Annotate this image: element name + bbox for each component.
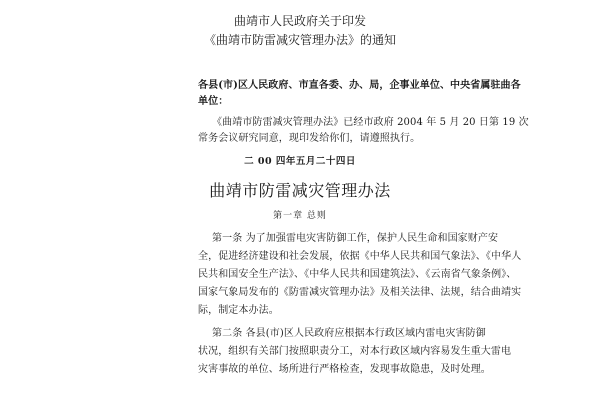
notice-date: 二 00 四年五月二十四日: [244, 156, 356, 167]
article-1-line: 际，制定本办法。: [198, 305, 279, 316]
notice-body-line: 《曲靖市防雷减灾管理办法》已经市政府 2004 年 5 月 20 日第 19 次: [212, 117, 529, 128]
article-2-line: 状况，组织有关部门按照职责分工，对本行政区域内容易发生重大雷电: [198, 346, 512, 357]
article-1-line: 国家气象局发布的《防雷减灾管理办法》及相关法律、法规，结合曲靖实: [198, 287, 522, 298]
notice-recipients-line: 各县(市)区人民政府、市直各委、办、局，企事业单位、中央省属驻曲各: [198, 80, 521, 91]
article-2-line: 灾害事故的单位、场所进行严格检查，发现事故隐患，及时处理。: [198, 364, 491, 375]
notice-title-line2: 《曲靖市防雷减灾管理办法》的通知: [203, 33, 396, 47]
notice-title-line1: 曲靖市人民政府关于印发: [233, 14, 366, 28]
article-1-line: 第一条 为了加强雷电灾害防御工作，保护人民生命和国家财产安: [212, 233, 499, 244]
regulation-title: 曲靖市防雷减灾管理办法: [209, 181, 391, 200]
notice-recipients-line: 单位：: [198, 96, 229, 107]
notice-body-line: 常务会议研究同意，现印发给你们，请遵照执行。: [198, 133, 421, 144]
article-1-line: 民共和国安全生产法》、《中华人民共和国建筑法》、《云南省气象条例》、: [198, 269, 517, 280]
article-2-line: 第二条 各县(市)区人民政府应根据本行政区域内雷电灾害防御: [212, 328, 486, 339]
chapter-heading: 第一章 总则: [273, 211, 327, 221]
article-1-line: 全，促进经济建设和社会发展，依据《中华人民共和国气象法》、《中华人: [198, 251, 522, 262]
